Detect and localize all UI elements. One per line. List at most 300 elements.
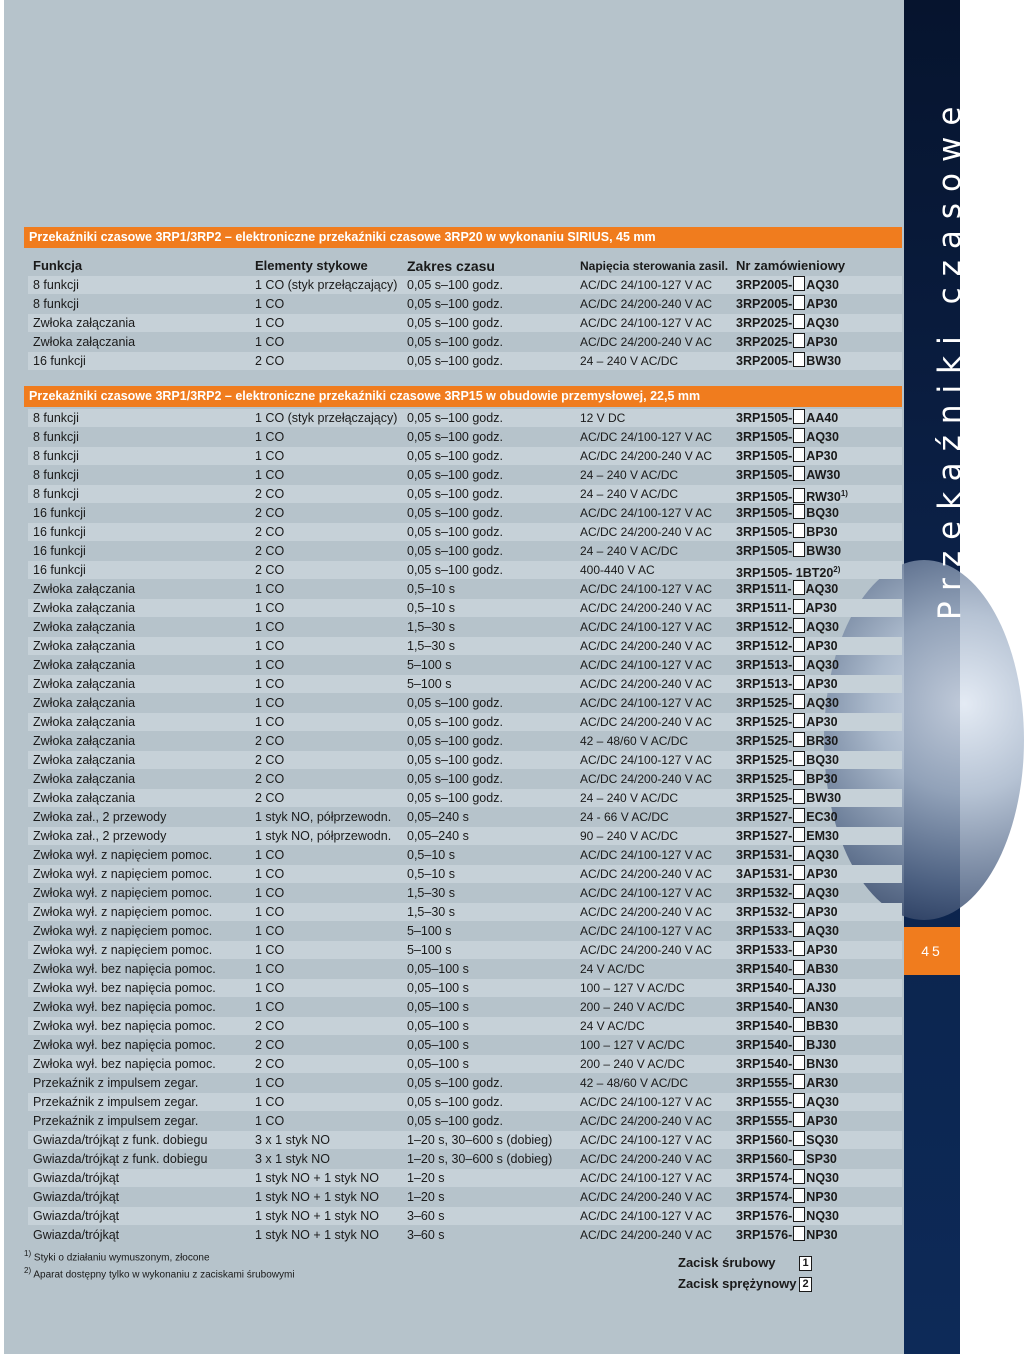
order-number-cell <box>736 504 839 522</box>
time-range-cell: 0,05 s–100 godz. <box>407 316 503 330</box>
contacts-cell: 2 CO <box>255 563 285 577</box>
order-suffix: AB30 <box>806 962 839 976</box>
order-suffix: AP30 <box>805 601 837 615</box>
order-prefix: 3RP1540- <box>736 962 793 976</box>
order-number-cell <box>736 846 839 864</box>
terminal-type-box <box>793 1131 805 1146</box>
order-number-cell <box>736 409 838 427</box>
sidebar <box>904 0 968 1354</box>
table-row <box>28 751 902 769</box>
contacts-cell: 1 CO <box>255 639 285 653</box>
contacts-cell: 1 CO <box>255 316 285 330</box>
contacts-cell: 1 CO <box>255 335 285 349</box>
contacts-cell: 1 CO <box>255 848 285 862</box>
voltage-cell: AC/DC 24/100-127 V AC <box>580 430 713 444</box>
voltage-cell: AC/DC 24/200-240 V AC <box>580 677 713 691</box>
order-number-cell <box>736 295 838 313</box>
voltage-cell: 24 - 66 V AC/DC <box>580 810 669 824</box>
time-range-cell: 0,05 s–100 godz. <box>407 506 503 520</box>
order-number-cell <box>736 618 839 636</box>
terminal-type-box <box>793 1074 805 1089</box>
order-prefix: 3RP1560- <box>736 1133 793 1147</box>
voltage-cell: AC/DC 24/200-240 V AC <box>580 772 713 786</box>
order-number-cell <box>736 447 838 465</box>
contacts-cell: 2 CO <box>255 734 285 748</box>
contacts-cell: 2 CO <box>255 506 285 520</box>
contacts-cell: 2 CO <box>255 772 285 786</box>
contacts-cell: 1 CO <box>255 886 285 900</box>
order-number-cell <box>736 884 839 902</box>
order-number-cell <box>736 276 839 294</box>
time-range-cell: 1–20 s <box>407 1190 445 1204</box>
contacts-cell: 3 x 1 styk NO <box>255 1133 331 1147</box>
voltage-cell: 42 – 48/60 V AC/DC <box>580 734 689 748</box>
contacts-cell: 3 x 1 styk NO <box>255 1152 331 1166</box>
order-suffix: BQ30 <box>806 753 839 767</box>
order-suffix: AQ30 <box>806 1095 839 1109</box>
time-range-cell: 1,5–30 s <box>407 620 455 634</box>
function-cell: Gwiazda/trójkąt z funk. dobiegu <box>33 1133 208 1147</box>
order-suffix: SP30 <box>806 1152 837 1166</box>
order-number-cell <box>736 979 836 997</box>
order-prefix: 3RP1505- <box>736 468 793 482</box>
order-prefix: 3RP1527- <box>736 829 793 843</box>
terminal-type-box <box>793 1093 805 1108</box>
order-prefix: 3RP1513- <box>736 658 793 672</box>
table-row <box>28 1131 902 1149</box>
table-row <box>28 1036 902 1054</box>
function-cell: Zwłoka wył. z napięciem pomoc. <box>33 867 213 881</box>
order-prefix: 3RP2005- <box>736 297 793 311</box>
function-cell: Zwłoka załączania <box>33 601 136 615</box>
voltage-cell: AC/DC 24/200-240 V AC <box>580 867 713 881</box>
contacts-cell: 2 CO <box>255 1057 285 1071</box>
time-range-cell: 0,05–100 s <box>407 1038 469 1052</box>
time-range-cell: 1–20 s, 30–600 s (dobieg) <box>407 1152 553 1166</box>
order-prefix: 3RP1540- <box>736 981 793 995</box>
order-suffix: BW30 <box>806 354 842 368</box>
order-prefix: 3RP1525- <box>736 753 793 767</box>
time-range-cell: 0,05–100 s <box>407 1019 469 1033</box>
table-row <box>28 789 902 807</box>
voltage-cell: AC/DC 24/200-240 V AC <box>580 639 713 653</box>
time-range-cell: 0,05 s–100 godz. <box>407 487 503 501</box>
function-cell: 16 funkcji <box>33 506 86 520</box>
terminal-type-box <box>793 770 805 785</box>
table-row <box>28 1112 902 1130</box>
order-prefix: 3RP1512- <box>736 620 793 634</box>
voltage-cell: AC/DC 24/100-127 V AC <box>580 1171 713 1185</box>
order-number-cell <box>736 1074 838 1092</box>
function-cell: Gwiazda/trójkąt <box>33 1209 120 1223</box>
contacts-cell: 2 CO <box>255 791 285 805</box>
function-cell: Zwłoka załączania <box>33 772 136 786</box>
table-row <box>28 637 902 655</box>
table-row <box>28 1093 902 1111</box>
contacts-cell: 2 CO <box>255 525 285 539</box>
contacts-cell: 1 CO <box>255 905 285 919</box>
time-range-cell: 5–100 s <box>407 677 452 691</box>
footnote-mark: 1) <box>24 1249 32 1258</box>
table-row <box>28 1188 902 1206</box>
order-prefix: 3RP1505- <box>736 449 793 463</box>
terminal-type-box <box>793 637 805 652</box>
time-range-cell: 5–100 s <box>407 943 452 957</box>
voltage-cell: 100 – 127 V AC/DC <box>580 1038 685 1052</box>
footnote-text: Styki o działaniu wymuszonym, złocone <box>33 1252 210 1264</box>
contacts-cell: 1 CO <box>255 430 285 444</box>
function-cell: 8 funkcji <box>33 278 79 292</box>
order-suffix: EC30 <box>806 810 838 824</box>
voltage-cell: AC/DC 24/100-127 V AC <box>580 753 713 767</box>
order-number-cell <box>736 675 838 693</box>
table-row <box>28 865 902 883</box>
time-range-cell: 0,05 s–100 godz. <box>407 411 503 425</box>
function-cell: Zwłoka załączania <box>33 734 136 748</box>
table-row <box>28 599 902 617</box>
order-suffix: AP30 <box>806 905 838 919</box>
terminal-type-box <box>793 713 805 728</box>
terminal-type-box <box>793 998 805 1013</box>
function-cell: Zwłoka załączania <box>33 316 136 330</box>
table-header <box>28 257 902 275</box>
order-prefix: 3RP1505- 1BT20 <box>736 566 834 581</box>
contacts-cell: 2 CO <box>255 1038 285 1052</box>
function-cell: Zwłoka wył. bez napięcia pomoc. <box>33 981 216 995</box>
contacts-cell: 1 styk NO, półprzewodn. <box>255 810 392 824</box>
terminal-type-box <box>793 1017 805 1032</box>
time-range-cell: 0,05 s–100 godz. <box>407 278 503 292</box>
order-prefix: 3RP1505- <box>736 525 793 539</box>
time-range-cell: 0,5–10 s <box>407 867 455 881</box>
function-cell: Zwłoka wył. bez napięcia pomoc. <box>33 1057 216 1071</box>
function-cell: Zwłoka wył. z napięciem pomoc. <box>33 924 213 938</box>
order-prefix: 3RP1525- <box>736 791 793 805</box>
voltage-cell: AC/DC 24/100-127 V AC <box>580 506 713 520</box>
order-number-cell <box>736 1112 838 1130</box>
terminal-type-box <box>793 542 805 557</box>
table-row <box>28 542 902 560</box>
terminal-type-box <box>793 333 805 348</box>
order-number-cell <box>736 333 838 351</box>
order-suffix: BP30 <box>806 772 838 786</box>
order-prefix: 3RP1512- <box>736 639 793 653</box>
voltage-cell: AC/DC 24/200-240 V AC <box>580 1190 713 1204</box>
table-row <box>28 1207 902 1225</box>
function-cell: Zwłoka załączania <box>33 696 136 710</box>
time-range-cell: 0,05–100 s <box>407 962 469 976</box>
order-suffix: AW30 <box>806 468 841 482</box>
order-prefix: 3RP1560- <box>736 1152 793 1166</box>
order-number-cell <box>736 941 838 959</box>
function-cell: Zwłoka wył. z napięciem pomoc. <box>33 905 213 919</box>
terminal-type-box <box>793 789 805 804</box>
voltage-cell: 200 – 240 V AC/DC <box>580 1000 685 1014</box>
contacts-cell: 1 CO <box>255 601 285 615</box>
function-cell: Zwłoka wył. bez napięcia pomoc. <box>33 1000 216 1014</box>
function-cell: 8 funkcji <box>33 430 79 444</box>
voltage-cell: AC/DC 24/200-240 V AC <box>580 449 713 463</box>
table-row <box>28 1150 902 1168</box>
order-suffix: AP30 <box>806 449 838 463</box>
terminal-type-box <box>793 827 805 842</box>
function-cell: 16 funkcji <box>33 544 86 558</box>
order-prefix: 3RP2005- <box>736 278 793 292</box>
legend-number: 2 <box>799 1277 812 1292</box>
section2-title: Przekaźniki czasowe 3RP1/3RP2 – elektroniczne przekaźniki czasowe 3RP15 w obudowie przemysłowej, 22,5 mm <box>24 386 902 407</box>
voltage-cell: AC/DC 24/100-127 V AC <box>580 1209 713 1223</box>
order-suffix: BQ30 <box>806 506 839 520</box>
time-range-cell: 0,05 s–100 godz. <box>407 468 503 482</box>
order-suffix: AP30 <box>806 677 838 691</box>
time-range-cell: 0,05–240 s <box>407 829 469 843</box>
legend-label: Zacisk śrubowy <box>678 1255 776 1270</box>
terminal-type-box <box>793 1169 805 1184</box>
table-row <box>28 352 902 370</box>
order-prefix: 3RP2025- <box>736 335 793 349</box>
order-suffix: NQ30 <box>806 1171 839 1185</box>
order-suffix: AQ30 <box>806 886 839 900</box>
order-prefix: 3RP1540- <box>736 1000 793 1014</box>
table-row <box>28 941 902 959</box>
contacts-cell: 1 CO <box>255 981 285 995</box>
terminal-type-box <box>793 488 805 503</box>
order-suffix: NP30 <box>806 1228 838 1242</box>
terminal-type-box <box>793 941 805 956</box>
voltage-cell: AC/DC 24/100-127 V AC <box>580 924 713 938</box>
order-suffix: AR30 <box>806 1076 839 1090</box>
order-number-cell <box>736 1017 838 1035</box>
order-suffix: EM30 <box>806 829 839 843</box>
order-number-cell <box>736 485 848 506</box>
order-prefix: 3RP1525- <box>736 772 793 786</box>
order-suffix: AQ30 <box>806 696 839 710</box>
table-row <box>28 618 902 636</box>
time-range-cell: 0,5–10 s <box>407 601 455 615</box>
order-number-cell <box>736 314 839 332</box>
order-number-cell <box>736 827 839 845</box>
time-range-cell: 0,05 s–100 godz. <box>407 715 503 729</box>
voltage-cell: 100 – 127 V AC/DC <box>580 981 685 995</box>
order-prefix: 3RP1555- <box>736 1076 793 1090</box>
voltage-cell: 90 – 240 V AC/DC <box>580 829 679 843</box>
time-range-cell: 0,05 s–100 godz. <box>407 430 503 444</box>
order-prefix: 3RP1531- <box>736 848 793 862</box>
contacts-cell: 1 CO <box>255 943 285 957</box>
function-cell: Zwłoka załączania <box>33 335 136 349</box>
page-number: 45 <box>904 927 960 975</box>
function-cell: Zwłoka załączania <box>33 715 136 729</box>
terminal-type-box <box>793 1150 805 1165</box>
voltage-cell: AC/DC 24/200-240 V AC <box>580 297 713 311</box>
function-cell: 8 funkcji <box>33 449 79 463</box>
contacts-cell: 1 styk NO, półprzewodn. <box>255 829 392 843</box>
function-cell: 8 funkcji <box>33 487 79 501</box>
order-number-cell <box>736 808 838 826</box>
order-prefix: 3RP1540- <box>736 1019 793 1033</box>
terminal-type-box <box>793 675 805 690</box>
voltage-cell: AC/DC 24/100-127 V AC <box>580 886 713 900</box>
function-cell: Gwiazda/trójkąt <box>33 1171 120 1185</box>
function-cell: Zwłoka załączania <box>33 620 136 634</box>
table-row <box>28 922 902 940</box>
voltage-cell: 24 V AC/DC <box>580 1019 645 1033</box>
order-suffix: SQ30 <box>806 1133 839 1147</box>
terminal-type-box <box>793 466 805 481</box>
order-prefix: 3AP1531- <box>736 867 793 881</box>
function-cell: 8 funkcji <box>33 297 79 311</box>
function-cell: 8 funkcji <box>33 411 79 425</box>
function-cell: Zwłoka załączania <box>33 582 136 596</box>
voltage-cell: 24 – 240 V AC/DC <box>580 468 679 482</box>
order-suffix: BJ30 <box>806 1038 837 1052</box>
table-row <box>28 903 902 921</box>
order-prefix: 3RP1555- <box>736 1114 793 1128</box>
time-range-cell: 1,5–30 s <box>407 905 455 919</box>
terminal-type-box <box>793 732 805 747</box>
time-range-cell: 0,05–100 s <box>407 981 469 995</box>
terminal-type-box <box>793 314 805 329</box>
order-number-cell <box>736 1226 838 1244</box>
time-range-cell: 0,05 s–100 godz. <box>407 563 503 577</box>
voltage-cell: 200 – 240 V AC/DC <box>580 1057 685 1071</box>
table-row <box>28 979 902 997</box>
function-cell: 16 funkcji <box>33 563 86 577</box>
order-prefix: 3RP1540- <box>736 1057 793 1071</box>
time-range-cell: 1,5–30 s <box>407 639 455 653</box>
order-suffix: AP30 <box>806 297 838 311</box>
order-number-cell <box>736 903 838 921</box>
voltage-cell: AC/DC 24/200-240 V AC <box>580 715 713 729</box>
voltage-cell: 24 – 240 V AC/DC <box>580 791 679 805</box>
voltage-cell: AC/DC 24/100-127 V AC <box>580 582 713 596</box>
order-prefix: 3RP1525- <box>736 734 793 748</box>
order-number-cell <box>736 1093 839 1111</box>
terminal-type-box <box>793 580 805 595</box>
function-cell: Zwłoka załączania <box>33 658 136 672</box>
contacts-cell: 2 CO <box>255 487 285 501</box>
order-number-cell <box>736 865 838 883</box>
voltage-cell: AC/DC 24/100-127 V AC <box>580 316 713 330</box>
time-range-cell: 0,05 s–100 godz. <box>407 1076 503 1090</box>
table-row <box>28 466 902 484</box>
table-row <box>28 694 902 712</box>
time-range-cell: 0,05 s–100 godz. <box>407 297 503 311</box>
time-range-cell: 5–100 s <box>407 658 452 672</box>
order-number-cell <box>736 1207 839 1225</box>
time-range-cell: 0,5–10 s <box>407 582 455 596</box>
order-suffix: AP30 <box>806 715 838 729</box>
voltage-cell: AC/DC 24/200-240 V AC <box>580 601 713 615</box>
order-prefix: 3RP1574- <box>736 1190 793 1204</box>
order-number-cell <box>736 466 840 484</box>
function-cell: Zwłoka wył. z napięciem pomoc. <box>33 848 213 862</box>
function-cell: Zwłoka zał., 2 przewody <box>33 829 167 843</box>
header-order-number: Nr zamówieniowy <box>736 258 846 273</box>
order-prefix: 3RP2025- <box>736 316 793 330</box>
function-cell: Przekaźnik z impulsem zegar. <box>33 1076 199 1090</box>
table-row <box>28 732 902 750</box>
function-cell: Zwłoka załączania <box>33 639 136 653</box>
order-suffix: AQ30 <box>806 848 839 862</box>
order-number-cell <box>736 599 837 617</box>
legend-number: 1 <box>799 1256 812 1271</box>
order-prefix: 3RP1576- <box>736 1209 793 1223</box>
order-number-cell <box>736 998 838 1016</box>
time-range-cell: 0,05 s–100 godz. <box>407 335 503 349</box>
terminal-type-box <box>793 808 805 823</box>
time-range-cell: 3–60 s <box>407 1209 445 1223</box>
order-suffix: AN30 <box>806 1000 839 1014</box>
table-row <box>28 1169 902 1187</box>
function-cell: Zwłoka wył. bez napięcia pomoc. <box>33 1038 216 1052</box>
terminal-type-box <box>793 751 805 766</box>
order-number-cell <box>736 770 838 788</box>
contacts-cell: 1 styk NO + 1 styk NO <box>255 1171 379 1185</box>
time-range-cell: 0,05 s–100 godz. <box>407 1095 503 1109</box>
time-range-cell: 0,05 s–100 godz. <box>407 525 503 539</box>
order-prefix: 3RP1527- <box>736 810 793 824</box>
table-row <box>28 675 902 693</box>
terminal-type-box <box>793 295 805 310</box>
table-row <box>28 447 902 465</box>
order-suffix: BW30 <box>806 544 842 558</box>
order-prefix: 3RP1533- <box>736 924 793 938</box>
order-prefix: 3RP1555- <box>736 1095 793 1109</box>
time-range-cell: 0,05 s–100 godz. <box>407 1114 503 1128</box>
order-number-cell <box>736 789 841 807</box>
terminal-type-box <box>793 504 805 519</box>
header-voltage: Napięcia sterowania zasil. <box>580 259 729 273</box>
contacts-cell: 1 CO <box>255 582 285 596</box>
order-prefix: 3RP1511- <box>736 582 792 596</box>
contacts-cell: 1 styk NO + 1 styk NO <box>255 1228 379 1242</box>
footnote-ref: 1) <box>840 489 848 498</box>
order-suffix: AQ30 <box>805 582 839 596</box>
contacts-cell: 1 CO <box>255 1000 285 1014</box>
table-row <box>28 409 902 427</box>
contacts-cell: 1 CO <box>255 962 285 976</box>
voltage-cell: AC/DC 24/100-127 V AC <box>580 848 713 862</box>
order-number-cell <box>736 1188 838 1206</box>
footnote-ref: 2) <box>833 565 841 574</box>
terminal-type-box <box>793 656 805 671</box>
order-suffix: AA40 <box>806 411 839 425</box>
order-suffix: BP30 <box>806 525 838 539</box>
terminal-type-box <box>793 979 805 994</box>
header-time-range: Zakres czasu <box>407 258 495 274</box>
sidebar-title: Przekaźniki czasowe <box>932 95 968 620</box>
terminal-type-box <box>793 1055 805 1070</box>
voltage-cell: AC/DC 24/100-127 V AC <box>580 620 713 634</box>
legend-label: Zacisk sprężynowy <box>678 1276 797 1291</box>
order-number-cell <box>736 428 839 446</box>
order-prefix: 3RP1574- <box>736 1171 793 1185</box>
table-row <box>28 314 902 332</box>
time-range-cell: 0,05 s–100 godz. <box>407 544 503 558</box>
table-row <box>28 561 902 579</box>
contacts-cell: 1 CO <box>255 924 285 938</box>
terminal-type-box <box>793 846 805 861</box>
table-row <box>28 580 902 598</box>
contacts-cell: 1 CO <box>255 297 285 311</box>
order-suffix: AQ30 <box>806 924 839 938</box>
order-suffix: NQ30 <box>806 1209 839 1223</box>
function-cell: Gwiazda/trójkąt <box>33 1228 120 1242</box>
terminal-type-box <box>793 960 805 975</box>
terminal-type-box <box>793 409 805 424</box>
contacts-cell: 1 CO <box>255 867 285 881</box>
